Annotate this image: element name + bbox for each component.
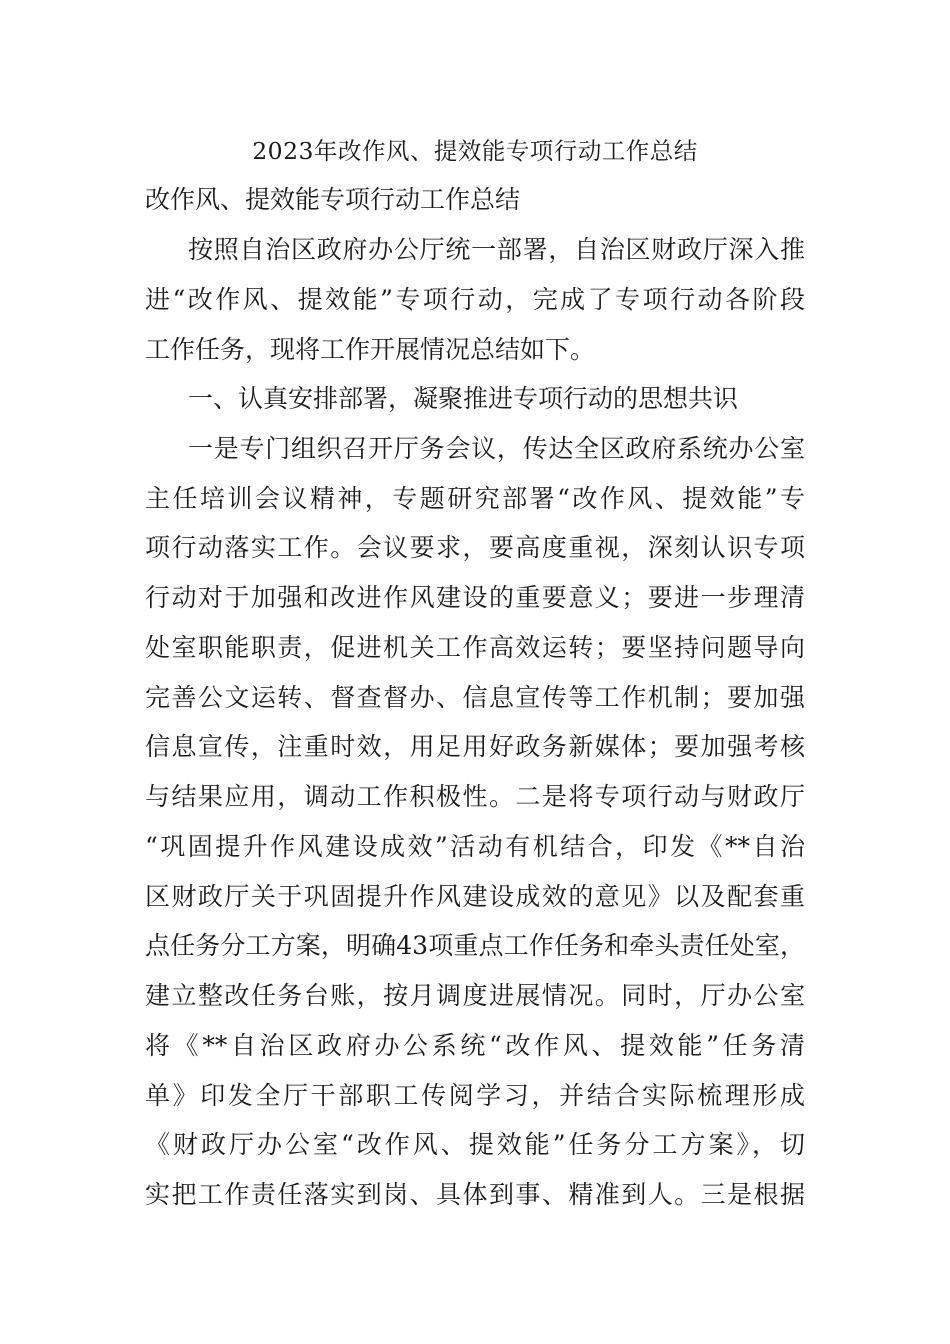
paragraph-line: 建立整改任务台账，按月调度进展情况。同时，厅办公室 [145, 981, 805, 1010]
paragraph-line: 行动对于加强和改进作风建设的重要意义；要进一步理清 [145, 583, 805, 612]
paragraph-line: 将《**自治区政府办公系统“改作风、提效能”任务清 [145, 1031, 805, 1060]
paragraph-line: 主任培训会议精神，专题研究部署“改作风、提效能”专 [145, 484, 805, 513]
paragraph-line: 一是专门组织召开厅务会议，传达全区政府系统办公室 [188, 434, 805, 463]
paragraph-line: 单》印发全厅干部职工传阅学习，并结合实际梳理形成 [145, 1081, 805, 1110]
paragraph-line: 处室职能职责，促进机关工作高效运转；要坚持问题导向 [145, 633, 805, 662]
paragraph-line: 工作任务，现将工作开展情况总结如下。 [145, 335, 596, 364]
paragraph-line: 《财政厅办公室“改作风、提效能”任务分工方案》，切 [145, 1130, 805, 1159]
paragraph-line: 信息宣传，注重时效，用足用好政务新媒体；要加强考核 [145, 732, 805, 761]
document-title: 2023年改作风、提效能专项行动工作总结 [252, 137, 698, 165]
paragraph-line: 与结果应用，调动工作积极性。二是将专项行动与财政厅 [145, 782, 805, 811]
section-heading: 一、认真安排部署，凝聚推进专项行动的思想共识 [188, 384, 739, 413]
paragraph-line: 实把工作责任落实到岗、具体到事、精准到人。三是根据 [145, 1180, 805, 1209]
paragraph-line: 进“改作风、提效能”专项行动，完成了专项行动各阶段 [145, 285, 805, 314]
document-subtitle: 改作风、提效能专项行动工作总结 [145, 185, 521, 214]
paragraph-line: 完善公文运转、督查督办、信息宣传等工作机制；要加强 [145, 683, 805, 712]
paragraph-line: 区财政厅关于巩固提升作风建设成效的意见》以及配套重 [145, 882, 805, 911]
paragraph-line: 项行动落实工作。会议要求，要高度重视，深刻认识专项 [145, 533, 805, 562]
paragraph-line: 按照自治区政府办公厅统一部署，自治区财政厅深入推 [188, 235, 805, 264]
paragraph-line: “巩固提升作风建设成效”活动有机结合，印发《**自治 [145, 832, 805, 861]
paragraph-line: 点任务分工方案，明确43项重点工作任务和牵头责任处室， [145, 931, 805, 960]
